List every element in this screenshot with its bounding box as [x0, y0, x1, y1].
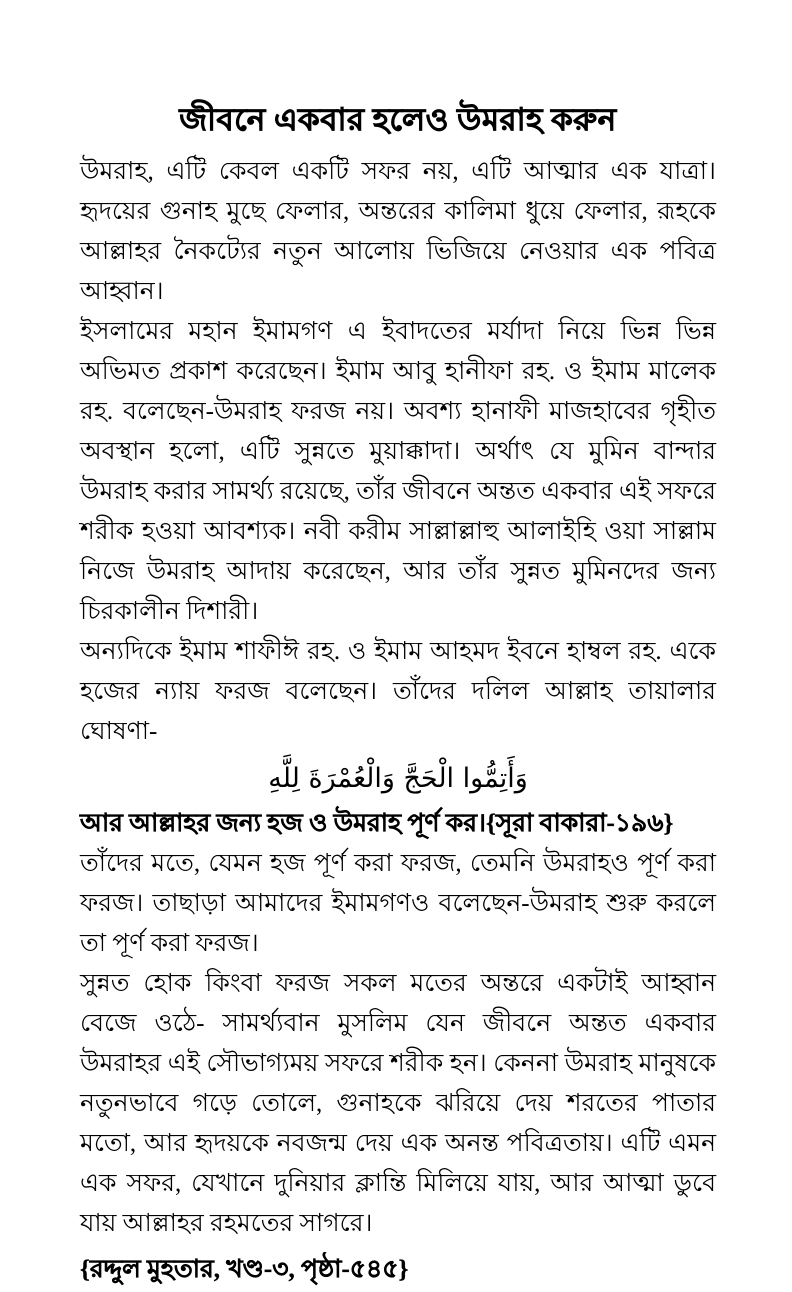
paragraph-intro: উমরাহ, এটি কেবল একটি সফর নয়, এটি আত্মার এক যাত্রা। হৃদয়ের গুনাহ মুছে ফেলার, অন্তরের কালিমা ধুয়ে ফেলার, রূহকে আল্লাহর নৈকট্যের নতুন আলোয় ভিজিয়ে নেওয়ার এক পবিত্র আহ্বান। [80, 158, 716, 305]
arabic-quran-verse: وَأَتِمُّوا الْحَجَّ وَالْعُمْرَةَ لِلَّهِ [268, 763, 528, 794]
verse-translation-with-reference: আর আল্লাহর জন্য হজ ও উমরাহ পূর্ণ কর।{সূরা বাকারা-১৯৬} [80, 810, 674, 837]
page-title: জীবনে একবার হলেও উমরাহ করুন [179, 102, 617, 137]
paragraph-completion-obligation: তাঁদের মতে, যেমন হজ পূর্ণ করা ফরজ, তেমনি উমরাহও পূর্ণ করা ফরজ। তাছাড়া আমাদের ইমামগণও বলেছেন-উমরাহ শুরু করলে তা পূর্ণ করা ফরজ। [80, 850, 716, 957]
paragraph-imams-opinion: ইসলামের মহান ইমামগণ এ ইবাদতের মর্যাদা নিয়ে ভিন্ন ভিন্ন অভিমত প্রকাশ করেছেন। ইমাম আবু হানীফা রহ. ও ইমাম মালেক রহ. বলেছেন-উমরাহ ফরজ নয়। অবশ্য হানাফী মাজহাবের গৃহীত অবস্থান হলো, এটি সুন্নতে মুয়াক্কাদা। অর্থাৎ যে মুমিন বান্দার উমরাহ করার সামর্থ্য রয়েছে, তাঁর জীবনে অন্তত একবার এই সফরে শরীক হওয়া আবশ্যক। নবী করীম সাল্লাল্লাহু আলাইহি ওয়া সাল্লাম নিজে উমরাহ আদায় করেছেন, আর তাঁর সুন্নত মুমিনদের জন্য চিরকালীন দিশারী। [80, 318, 716, 625]
paragraph-shafii-hanbal: অন্যদিকে ইমাম শাফীঈ রহ. ও ইমাম আহমদ ইবনে হাম্বল রহ. একে হজের ন্যায় ফরজ বলেছেন। তাঁদের দলিল আল্লাহ তায়ালার ঘোষণা- [80, 638, 716, 745]
paragraph-conclusion: সুন্নত হোক কিংবা ফরজ সকল মতের অন্তরে একটাই আহ্বান বেজে ওঠে- সামর্থ্যবান মুসলিম যেন জীবনে অন্তত একবার উমরাহর এই সৌভাগ্যময় সফরে শরীক হন। কেননা উমরাহ মানুষকে নতুনভাবে গড়ে তোলে, গুনাহকে ঝরিয়ে দেয় শরতের পাতার মতো, আর হৃদয়কে নবজন্ম দেয় এক অনন্ত পবিত্রতায়। এটি এমন এক সফর, যেখানে দুনিয়ার ক্লান্তি মিলিয়ে যায়, আর আত্মা ডুবে যায় আল্লাহর রহমতের সাগরে। [80, 970, 716, 1237]
source-citation: {রদ্দুল মুহতার, খণ্ড-৩, পৃষ্ঠা-৫৪৫} [80, 1256, 409, 1283]
